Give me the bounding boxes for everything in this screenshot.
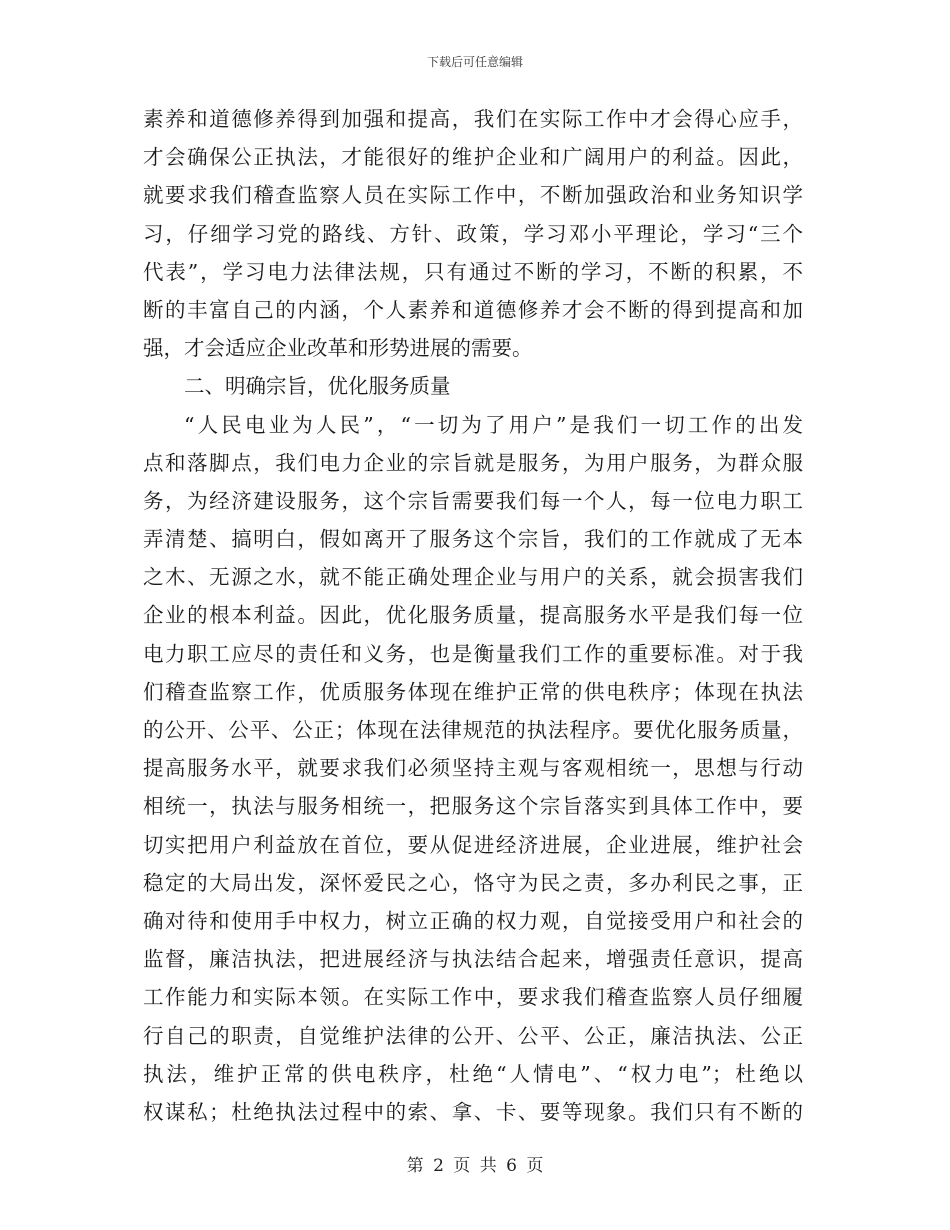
- text-line: 习，仔细学习党的路线、方针、政策，学习邓小平理论，学习“三个: [143, 221, 803, 246]
- text-line: 执法，维护正常的供电秩序，杜绝“人情电”、“权力电”；杜绝以: [143, 1061, 803, 1086]
- text-line: 行自己的职责，自觉维护法律的公开、公平、公正，廉洁执法、公正: [143, 1023, 803, 1048]
- text-line: 的公开、公平、公正；体现在法律规范的执法程序。要优化服务质量，: [143, 718, 803, 742]
- text-line: 企业的根本利益。因此，优化服务质量，提高服务水平是我们每一位: [143, 603, 803, 628]
- text-line: 之木、无源之水，就不能正确处理企业与用户的关系，就会损害我们: [143, 565, 803, 590]
- text-line: 切实把用户利益放在首位，要从促进经济进展，企业进展，维护社会: [143, 832, 803, 857]
- text-line: 才会确保公正执法，才能很好的维护企业和广阔用户的利益。因此，: [143, 145, 803, 170]
- text-line: 强，才会适应企业改革和形势进展的需要。: [143, 336, 533, 361]
- text-line: 相统一，执法与服务相统一，把服务这个宗旨落实到具体工作中，要: [143, 794, 803, 819]
- text-line: 弄清楚、搞明白，假如离开了服务这个宗旨，我们的工作就成了无本: [143, 527, 803, 552]
- text-line: 确对待和使用手中权力，树立正确的权力观，自觉接受用户和社会的: [143, 908, 803, 933]
- text-line: 稳定的大局出发，深怀爱民之心，恪守为民之责，多办利民之事，正: [143, 870, 803, 895]
- text-line: 工作能力和实际本领。在实际工作中，要求我们稽查监察人员仔细履: [143, 985, 803, 1010]
- page-footer: 第 2 页 共 6 页: [406, 1156, 544, 1176]
- text-line: 代表”，学习电力法律法规，只有通过不断的学习，不断的积累，不: [143, 259, 803, 284]
- text-line: 就要求我们稽查监察人员在实际工作中，不断加强政治和业务知识学: [143, 183, 803, 208]
- text-line: 二、明确宗旨，优化服务质量: [184, 374, 451, 399]
- text-line: 权谋私；杜绝执法过程中的索、拿、卡、要等现象。我们只有不断的: [143, 1099, 803, 1124]
- text-line: 监督，廉洁执法，把进展经济与执法结合起来，增强责任意识，提高: [143, 947, 803, 972]
- text-line: 点和落脚点，我们电力企业的宗旨就是服务，为用户服务，为群众服: [143, 450, 803, 475]
- text-line: 素养和道德修养得到加强和提高，我们在实际工作中才会得心应手，: [143, 107, 803, 131]
- text-line: 提高服务水平，就要求我们必须坚持主观与客观相统一，思想与行动: [143, 756, 803, 781]
- page-header: 下载后可任意编辑: [426, 55, 523, 69]
- text-line: 断的丰富自己的内涵，个人素养和道德修养才会不断的得到提高和加: [143, 297, 803, 322]
- text-line: 务，为经济建设服务，这个宗旨需要我们每一个人，每一位电力职工: [143, 488, 803, 513]
- body-text: [143, 100, 803, 1131]
- text-line: “人民电业为人民”，“一切为了用户”是我们一切工作的出发: [184, 412, 803, 437]
- text-line: 们稽查监察工作，优质服务体现在维护正常的供电秩序；体现在执法: [143, 679, 803, 704]
- text-line: 电力职工应尽的责任和义务，也是衡量我们工作的重要标准。对于我: [143, 641, 803, 666]
